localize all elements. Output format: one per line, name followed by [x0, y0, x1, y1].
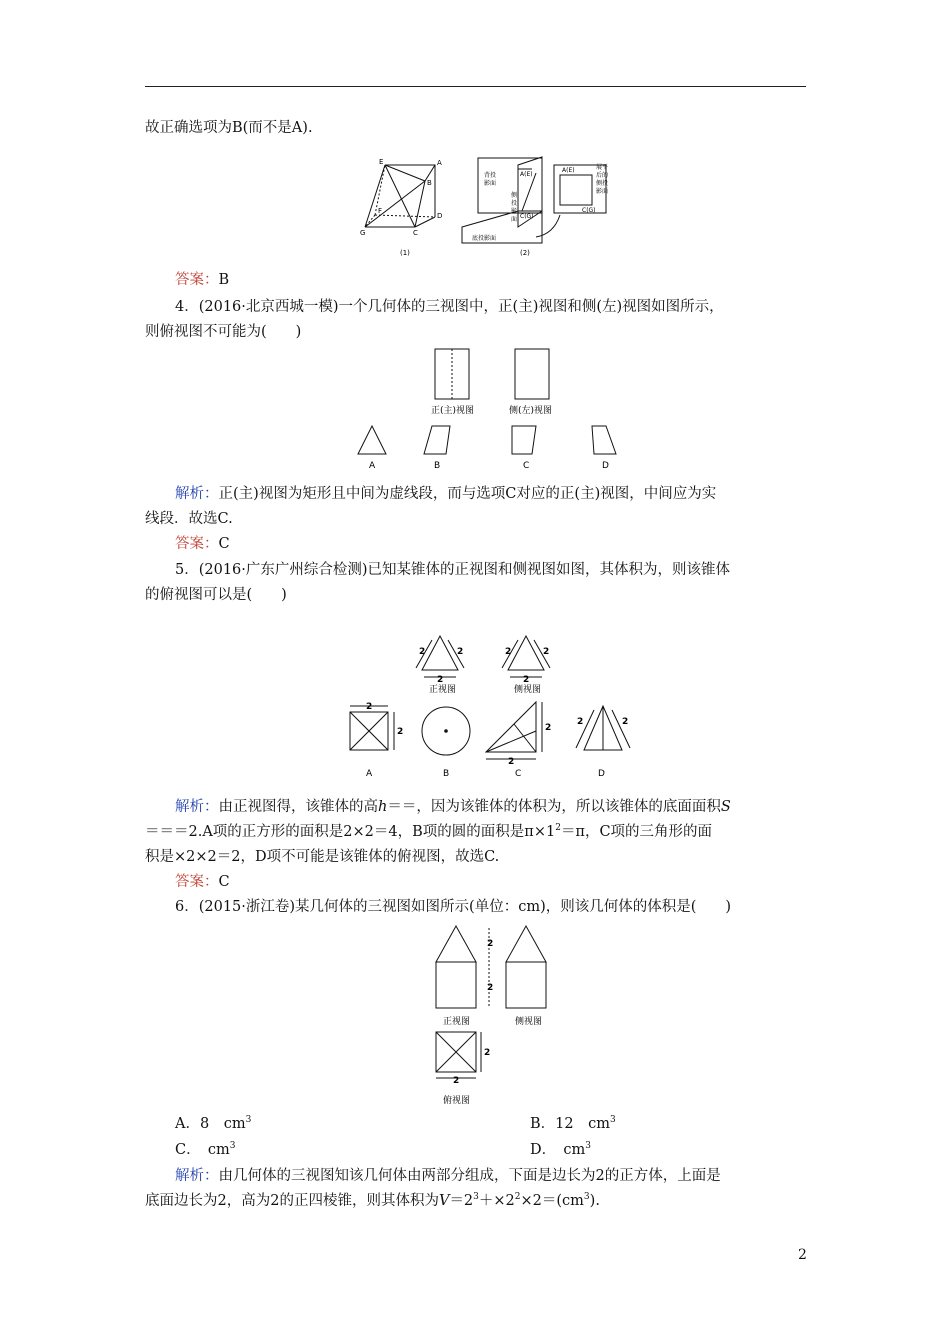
q4-front-label: 正(主)视图	[431, 406, 475, 416]
q5-side-dim-l: 2	[505, 647, 512, 657]
q5-side-label: 侧视图	[514, 685, 542, 695]
q6-front-label: 正视图	[443, 1017, 471, 1027]
q3-answer: 答案：B	[175, 272, 230, 288]
q5-c-dim-right: 2	[545, 723, 552, 733]
q5-c-dim-bottom: 2	[508, 757, 515, 767]
q4-opt-d: D	[602, 461, 609, 471]
q5-opt-d: D	[598, 769, 605, 779]
side-plane-2: 投	[511, 200, 518, 207]
expand-1: 展平	[596, 164, 609, 171]
vertex-d: D	[437, 212, 443, 220]
q5-front-label: 正视图	[429, 685, 457, 695]
q6-dim-top-bottom: 2	[453, 1076, 460, 1086]
expand-4: 影面	[596, 188, 609, 195]
q6-dim-upper: 2	[487, 939, 494, 949]
label-cg-left: C(G)	[520, 213, 534, 220]
q3-conclusion: 故正确选项为B(而不是A).	[145, 120, 313, 136]
q6-analysis-2: 底面边长为2，高为2的正四棱锥，则其体积为$V=2^3+\times 2^2\times 2=(cm^3)$.	[145, 1192, 600, 1209]
q5-front-dim-l: 2	[419, 647, 426, 657]
q6-top-label: 俯视图	[443, 1096, 471, 1106]
q4-figure	[350, 344, 640, 472]
q5-figure	[340, 630, 640, 780]
q6-side-label: 侧视图	[515, 1017, 543, 1027]
q4-answer: 答案：C	[175, 536, 230, 552]
q5-d-dim-r: 2	[622, 717, 629, 727]
q5-front-dim-r: 2	[457, 647, 464, 657]
caption-2: (2)	[520, 249, 530, 257]
q5-side-dim-b: 2	[523, 675, 530, 685]
vertex-a: A	[437, 159, 442, 167]
q6-option-d: D． $cm^3$	[530, 1141, 591, 1158]
q5-front-dim-b: 2	[437, 675, 444, 685]
q5-analysis-1: 解析：由正视图得，该锥体的高h＝＝，因为该锥体的体积为，所以该锥体的底面面积S	[175, 799, 731, 815]
vertex-c: C	[413, 229, 418, 237]
q5-opt-c: C	[515, 769, 522, 779]
q6-option-a: A．8 $cm^3$	[175, 1115, 252, 1132]
q4-stem-2: 则俯视图不可能为( )	[145, 324, 302, 340]
label-cg-right: C(G)	[582, 207, 596, 214]
page-number: 2	[798, 1247, 807, 1263]
label-ae-right: A(E)	[562, 167, 575, 174]
q6-option-c: C． $cm^3$	[175, 1141, 236, 1158]
q4-opt-c: C	[523, 461, 530, 471]
q6-figure	[425, 920, 565, 1110]
q6-stem: 6．(2015·浙江卷)某几何体的三视图如图所示(单位：cm)，则该几何体的体积是( )	[175, 899, 732, 915]
q5-d-dim-l: 2	[577, 717, 584, 727]
q4-opt-a: A	[369, 461, 376, 471]
q6-option-b: B．12 $cm^3$	[530, 1115, 616, 1132]
side-plane-3: 影	[511, 208, 518, 215]
header-rule	[145, 86, 806, 87]
vertex-f: F	[378, 207, 383, 215]
q5-analysis-3: 积是×2×2＝2，D项不可能是该锥体的俯视图，故选C.	[145, 849, 500, 865]
q5-opt-b: B	[443, 769, 450, 779]
expand-2: 后的	[596, 172, 609, 179]
q4-analysis-1: 解析：正(主)视图为矩形且中间为虚线段，而与选项C对应的正(主)视图，中间应为实	[175, 486, 717, 502]
q5-a-dim-right: 2	[397, 727, 404, 737]
expand-3: 侧投	[596, 180, 609, 187]
back-plane-2: 影面	[484, 180, 497, 187]
bottom-plane: 底投影面	[472, 235, 497, 242]
side-plane-1: 侧	[511, 192, 518, 199]
q5-answer: 答案：C	[175, 874, 230, 890]
q3-figure	[360, 155, 620, 260]
q6-dim-top-right: 2	[484, 1048, 491, 1058]
vertex-g: G	[360, 229, 366, 237]
label-ae-left: A(E)	[520, 171, 533, 178]
side-plane-4: 面	[511, 216, 518, 223]
q4-analysis-2: 线段．故选C.	[145, 511, 233, 527]
q4-side-label: 侧(左)视图	[509, 406, 553, 416]
caption-1: (1)	[400, 249, 410, 257]
q5-side-dim-r: 2	[543, 647, 550, 657]
q5-opt-a: A	[366, 769, 373, 779]
q5-stem-1: 5．(2016·广东广州综合检测)已知某锥体的正视图和侧视图如图，其体积为，则该锥体	[175, 562, 731, 578]
q5-a-dim-top: 2	[366, 702, 373, 712]
vertex-e: E	[379, 158, 384, 166]
q4-opt-b: B	[434, 461, 441, 471]
q4-stem-1: 4．(2016·北京西城一模)一个几何体的三视图中，正(主)视图和侧(左)视图如图所示，	[175, 299, 724, 315]
vertex-b: B	[427, 179, 432, 187]
back-plane-1: 背投	[484, 172, 497, 179]
q6-dim-lower: 2	[487, 983, 494, 993]
q5-stem-2: 的俯视图可以是( )	[145, 587, 287, 603]
q6-analysis-1: 解析：由几何体的三视图知该几何体由两部分组成，下面是边长为2的正方体，上面是	[175, 1168, 721, 1184]
q5-analysis-2: ＝＝＝2.A项的正方形的面积是2×2＝4，B项的圆的面积是$\pi\times 1^2=\pi$，C项的三角形的面	[145, 823, 713, 840]
